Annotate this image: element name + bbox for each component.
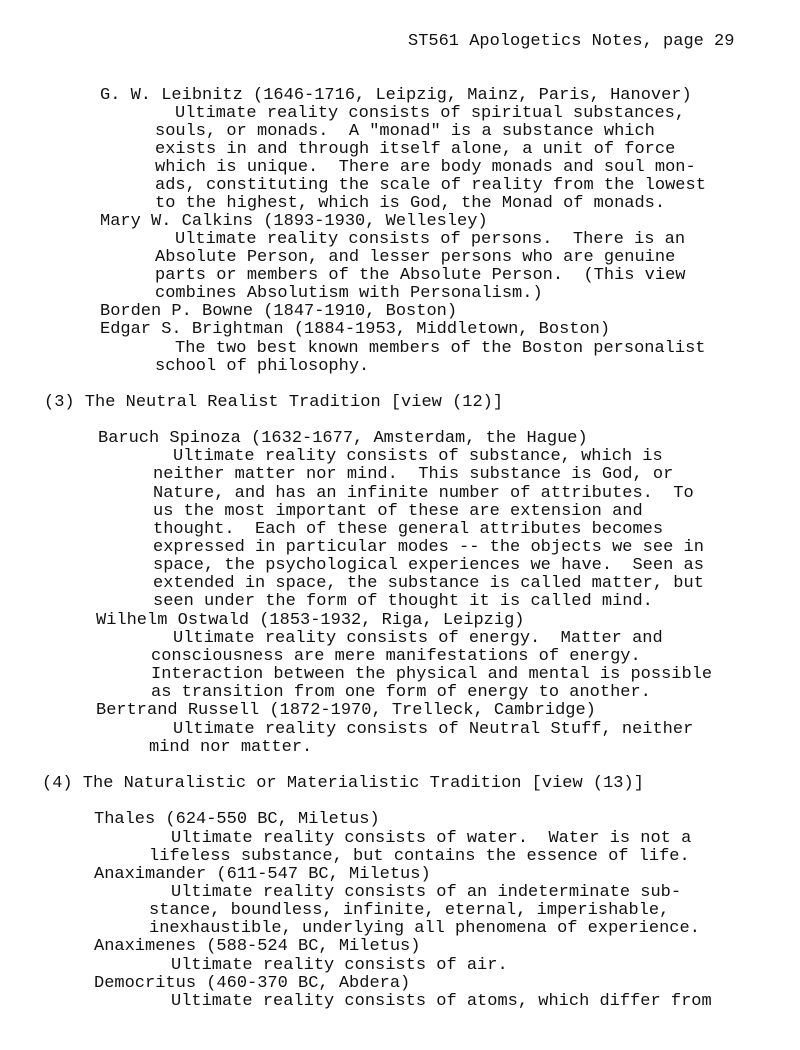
text-line: us the most important of these are extension and xyxy=(153,502,643,521)
text-line: Ultimate reality consists of energy. Matter and xyxy=(173,629,663,648)
text-line: neither matter nor mind. This substance is God, or xyxy=(153,465,674,484)
text-line: Nature, and has an infinite number of attributes. To xyxy=(153,484,694,503)
text-line: Edgar S. Brightman (1884-1953, Middletown, Boston) xyxy=(100,320,611,339)
text-line: exists in and through itself alone, a unit of force xyxy=(155,140,676,159)
text-line: to the highest, which is God, the Monad of monads. xyxy=(155,194,666,213)
text-line: Mary W. Calkins (1893-1930, Wellesley) xyxy=(100,212,488,231)
text-line: which is unique. There are body monads and soul mon- xyxy=(155,158,696,177)
text-line: souls, or monads. A "monad" is a substance which xyxy=(155,122,655,141)
text-line: as transition from one form of energy to another. xyxy=(151,683,651,702)
text-line: seen under the form of thought it is called mind. xyxy=(153,592,653,611)
text-line: expressed in particular modes -- the objects we see in xyxy=(153,538,704,557)
page-header: ST561 Apologetics Notes, page 29 xyxy=(408,32,735,51)
text-line: stance, boundless, infinite, eternal, imperishable, xyxy=(149,901,670,920)
text-line: Absolute Person, and lesser persons who are genuine xyxy=(155,248,676,267)
text-line: Wilhelm Ostwald (1853-1932, Riga, Leipzig) xyxy=(96,611,525,630)
text-line: Bertrand Russell (1872-1970, Trelleck, Cambridge) xyxy=(96,701,596,720)
text-line: Ultimate reality consists of air. xyxy=(171,956,508,975)
text-line: Ultimate reality consists of an indeterminate sub- xyxy=(171,883,682,902)
text-line: (4) The Naturalistic or Materialistic Tradition [view (13)] xyxy=(42,774,644,793)
text-line: space, the psychological experiences we have. Seen as xyxy=(153,556,704,575)
text-line: Thales (624-550 BC, Miletus) xyxy=(94,810,380,829)
text-line: G. W. Leibnitz (1646-1716, Leipzig, Mainz, Paris, Hanover) xyxy=(100,86,692,105)
text-line: consciousness are mere manifestations of energy. xyxy=(151,647,641,666)
text-line: Borden P. Bowne (1847-1910, Boston) xyxy=(100,302,458,321)
text-line: Ultimate reality consists of substance, which is xyxy=(173,447,663,466)
text-line: extended in space, the substance is called matter, but xyxy=(153,574,704,593)
text-line: mind nor matter. xyxy=(149,738,313,757)
text-line: thought. Each of these general attributes becomes xyxy=(153,520,664,539)
text-line: (3) The Neutral Realist Tradition [view (12)] xyxy=(44,393,504,412)
text-line: Ultimate reality consists of atoms, which differ from xyxy=(171,992,712,1011)
text-line: Democritus (460-370 BC, Abdera) xyxy=(94,974,411,993)
text-line: ads, constituting the scale of reality from the lowest xyxy=(155,176,706,195)
text-line: parts or members of the Absolute Person. (This view xyxy=(155,266,686,285)
text-line: school of philosophy. xyxy=(155,357,370,376)
text-line: Ultimate reality consists of spiritual substances, xyxy=(175,104,686,123)
text-line: Ultimate reality consists of water. Water is not a xyxy=(171,829,692,848)
text-line: lifeless substance, but contains the essence of life. xyxy=(149,847,690,866)
text-line: inexhaustible, underlying all phenomena of experience. xyxy=(149,919,700,938)
text-line: Interaction between the physical and mental is possible xyxy=(151,665,713,684)
text-line: Baruch Spinoza (1632-1677, Amsterdam, the Hague) xyxy=(98,429,588,448)
text-line: The two best known members of the Boston personalist xyxy=(175,339,706,358)
text-line: Ultimate reality consists of Neutral Stuff, neither xyxy=(173,720,694,739)
text-line: Anaximenes (588-524 BC, Miletus) xyxy=(94,937,421,956)
text-line: Anaximander (611-547 BC, Miletus) xyxy=(94,865,431,884)
text-line: combines Absolutism with Personalism.) xyxy=(155,284,543,303)
text-line: Ultimate reality consists of persons. There is an xyxy=(175,230,686,249)
